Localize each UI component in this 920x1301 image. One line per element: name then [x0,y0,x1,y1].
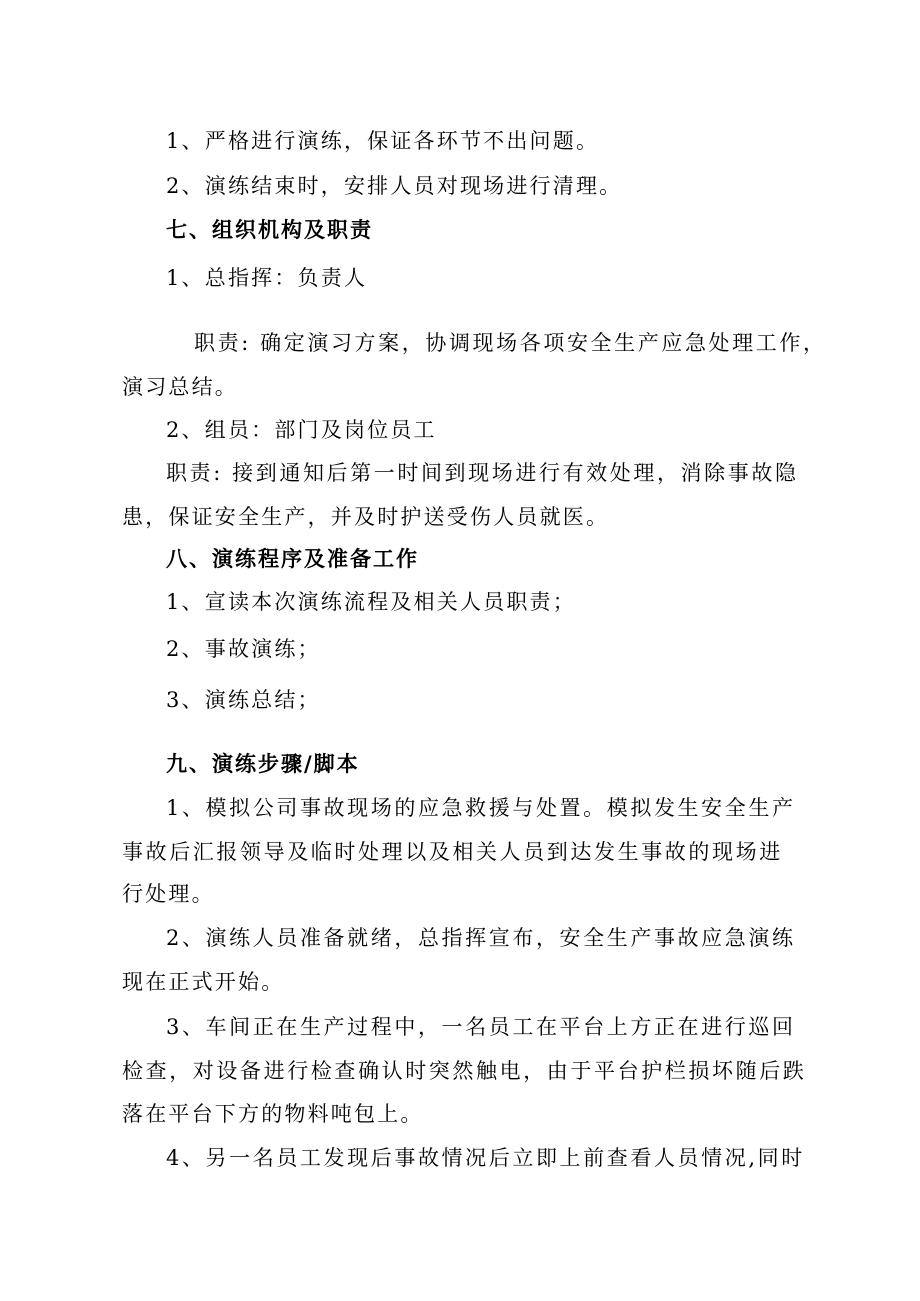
section-heading: 七、组织机构及职责 [166,217,373,242]
paragraph-line: 落在平台下方的物料吨包上。 [122,1102,424,1126]
paragraph-line: 行处理。 [122,882,215,906]
list-item: 1、严格进行演练，保证各环节不出问题。 [166,129,600,153]
paragraph-line: 职责: 接到通知后第一时间到现场进行有效处理，消除事故隐 [166,461,799,485]
list-item: 3、演练总结； [166,688,321,712]
paragraph-line: 演习总结。 [122,375,238,399]
list-item: 2、事故演练； [166,637,321,661]
list-item: 1、宣读本次演练流程及相关人员职责； [166,590,576,614]
list-item: 2、组员：部门及岗位员工 [166,418,437,442]
paragraph-line: 4、另一名员工发现后事故情况后立即上前查看人员情况,同时 [166,1146,805,1170]
paragraph-line: 事故后汇报领导及临时处理以及相关人员到达发生事故的现场进 [122,840,783,864]
section-heading: 九、演练步骤/脚本 [166,751,360,776]
paragraph-line: 现在正式开始。 [122,970,285,994]
paragraph-line: 患，保证安全生产，并及时护送受伤人员就医。 [122,505,610,529]
paragraph-line: 检查，对设备进行检查确认时突然触电，由于平台护栏损坏随后跌 [122,1059,807,1083]
paragraph-line: 2、演练人员准备就绪，总指挥宣布，安全生产事故应急演练 [166,926,796,950]
paragraph-line: 3、车间正在生产过程中，一名员工在平台上方正在进行巡回 [166,1015,796,1039]
paragraph-line: 1、模拟公司事故现场的应急救援与处置。模拟发生安全生产 [166,796,796,820]
paragraph-line: 职责: 确定演习方案，协调现场各项安全生产应急处理工作， [194,331,827,355]
list-item: 2、演练结束时，安排人员对现场进行清理。 [166,174,623,198]
section-heading: 八、演练程序及准备工作 [166,546,419,571]
list-item: 1、总指挥：负责人 [166,266,368,290]
